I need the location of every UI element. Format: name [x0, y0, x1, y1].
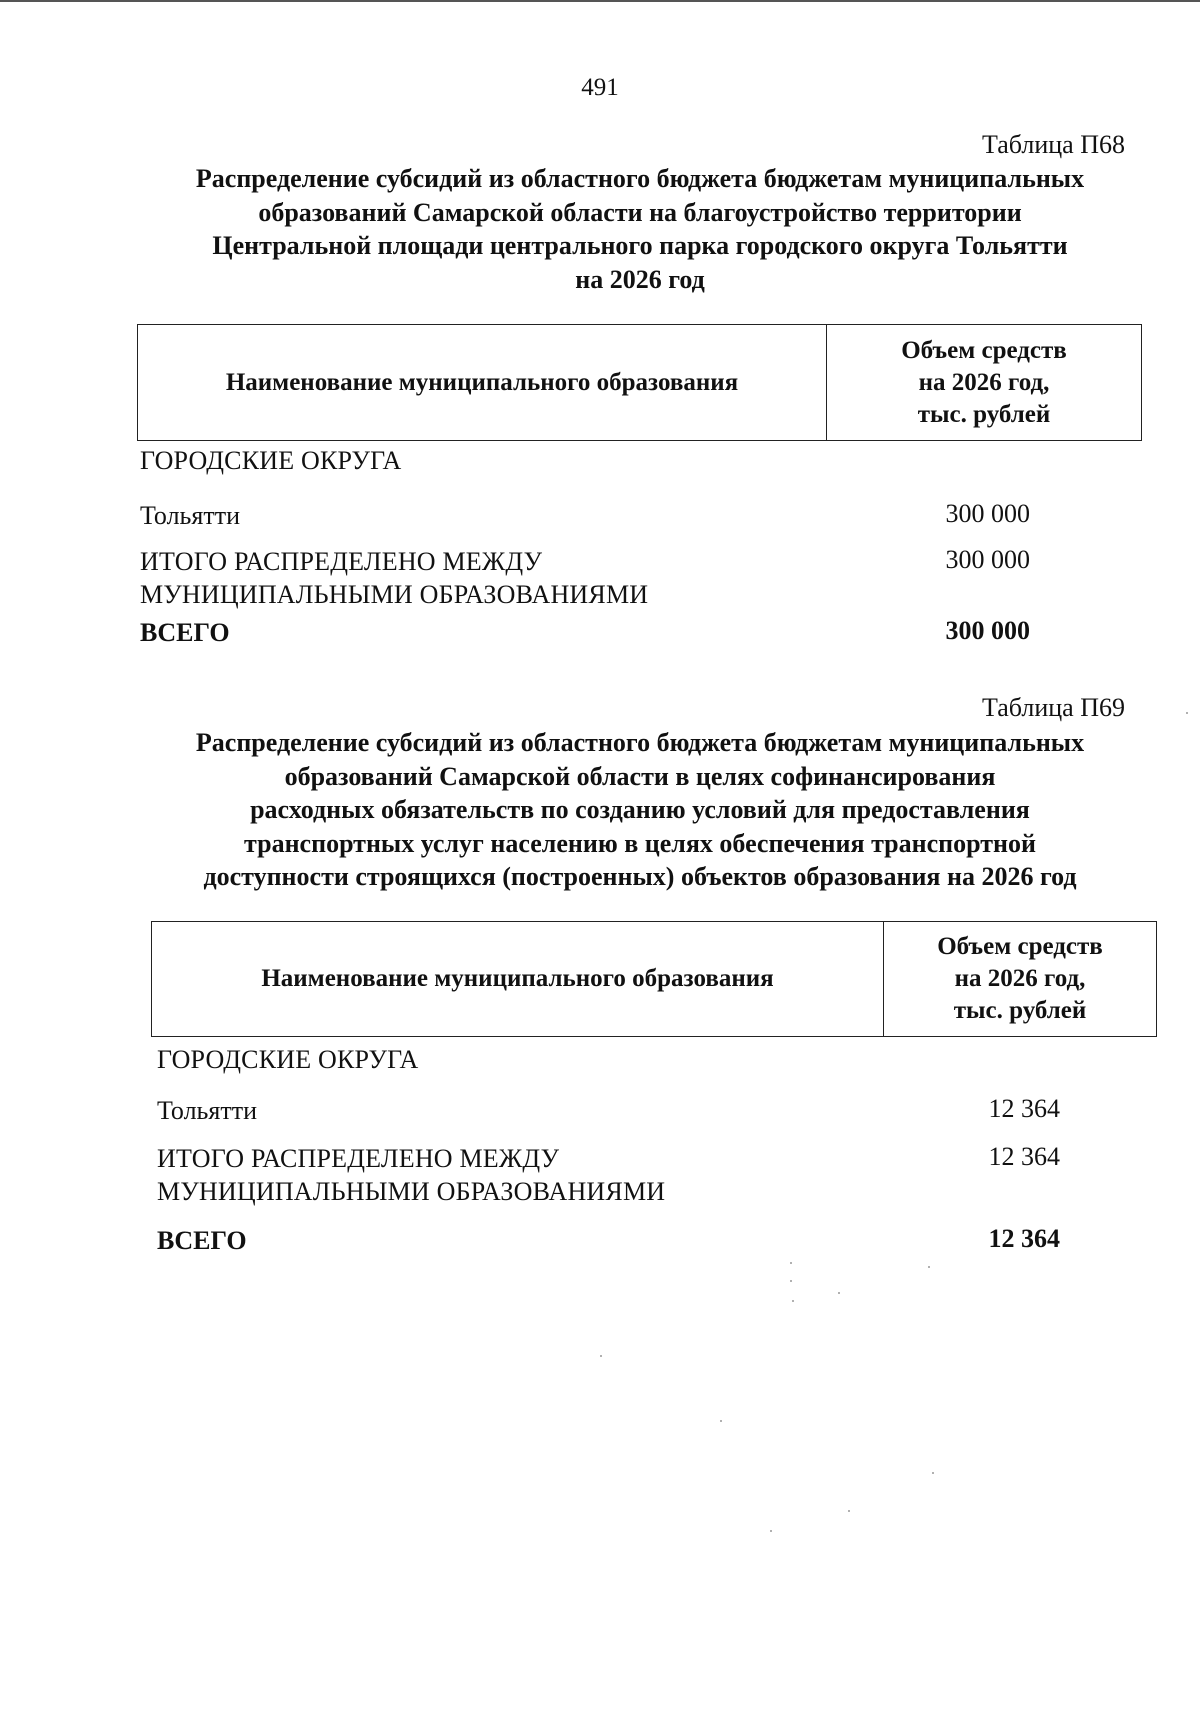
- table-header: [137, 324, 1142, 441]
- table-title-line: образований Самарской области в целях софинансирования: [284, 761, 996, 791]
- table-title-line: образований Самарской области на благоустройство территории: [258, 197, 1022, 227]
- row-value: 300 000: [945, 499, 1030, 528]
- table-title-line: на 2026 год: [575, 264, 705, 294]
- header-name-cell: Наименование муниципального образования: [152, 922, 884, 1036]
- row-name: Тольятти: [157, 1096, 258, 1125]
- table-title-line: доступности строящихся (построенных) объектов образования на 2026 год: [203, 862, 1077, 891]
- row-value-total: 12 364: [988, 1224, 1060, 1253]
- table-header: [151, 921, 1157, 1037]
- row-name-line: ИТОГО РАСПРЕДЕЛЕНО МЕЖДУ: [157, 1144, 560, 1173]
- row-value: 300 000: [945, 545, 1030, 574]
- header-volume-cell: [884, 922, 1156, 1036]
- header-volume-line: тыс. рублей: [917, 400, 1051, 428]
- table-title-line: Центральной площади центрального парка городского округа Тольятти: [212, 231, 1068, 260]
- row-name-line: ИТОГО РАСПРЕДЕЛЕНО МЕЖДУ: [140, 547, 543, 576]
- row-name-line: МУНИЦИПАЛЬНЫМИ ОБРАЗОВАНИЯМИ: [157, 1177, 666, 1206]
- row-value-total: 300 000: [945, 616, 1030, 645]
- row-name: Тольятти: [140, 501, 241, 530]
- header-name-cell: Наименование муниципального образования: [138, 325, 827, 440]
- row-name-line: МУНИЦИПАЛЬНЫМИ ОБРАЗОВАНИЯМИ: [140, 580, 649, 609]
- header-volume-line: на 2026 год,: [954, 965, 1086, 992]
- table-title-line: транспортных услуг населению в целях обеспечения транспортной: [244, 828, 1036, 858]
- header-volume-line: Объем средств: [901, 336, 1067, 364]
- row-name: [157, 1142, 665, 1208]
- table-title-line: Распределение субсидий из областного бюджета бюджетам муниципальных: [195, 164, 1085, 193]
- row-name-total: ВСЕГО: [157, 1226, 247, 1255]
- row-value: 12 364: [988, 1142, 1060, 1171]
- header-volume-line: Объем средств: [937, 933, 1103, 960]
- row-value: 12 364: [988, 1094, 1060, 1123]
- row-name-total: ВСЕГО: [140, 618, 230, 647]
- top-scan-rule: [0, 0, 1200, 2]
- table-title-line: расходных обязательств по созданию условий для предоставления: [250, 795, 1030, 824]
- table-title: [100, 726, 1180, 894]
- table-title: [100, 162, 1180, 296]
- table-label: Таблица П68: [982, 130, 1125, 159]
- header-volume-line: тыс. рублей: [953, 997, 1087, 1024]
- page-number: 491: [581, 74, 619, 101]
- header-volume-line: на 2026 год,: [918, 368, 1050, 396]
- section-heading: ГОРОДСКИЕ ОКРУГА: [157, 1045, 419, 1074]
- table-label: Таблица П69: [982, 693, 1125, 722]
- table-title-line: Распределение субсидий из областного бюджета бюджетам муниципальных: [195, 728, 1085, 757]
- row-name: [140, 545, 648, 611]
- header-volume-cell: [827, 325, 1141, 440]
- section-heading: ГОРОДСКИЕ ОКРУГА: [140, 446, 402, 475]
